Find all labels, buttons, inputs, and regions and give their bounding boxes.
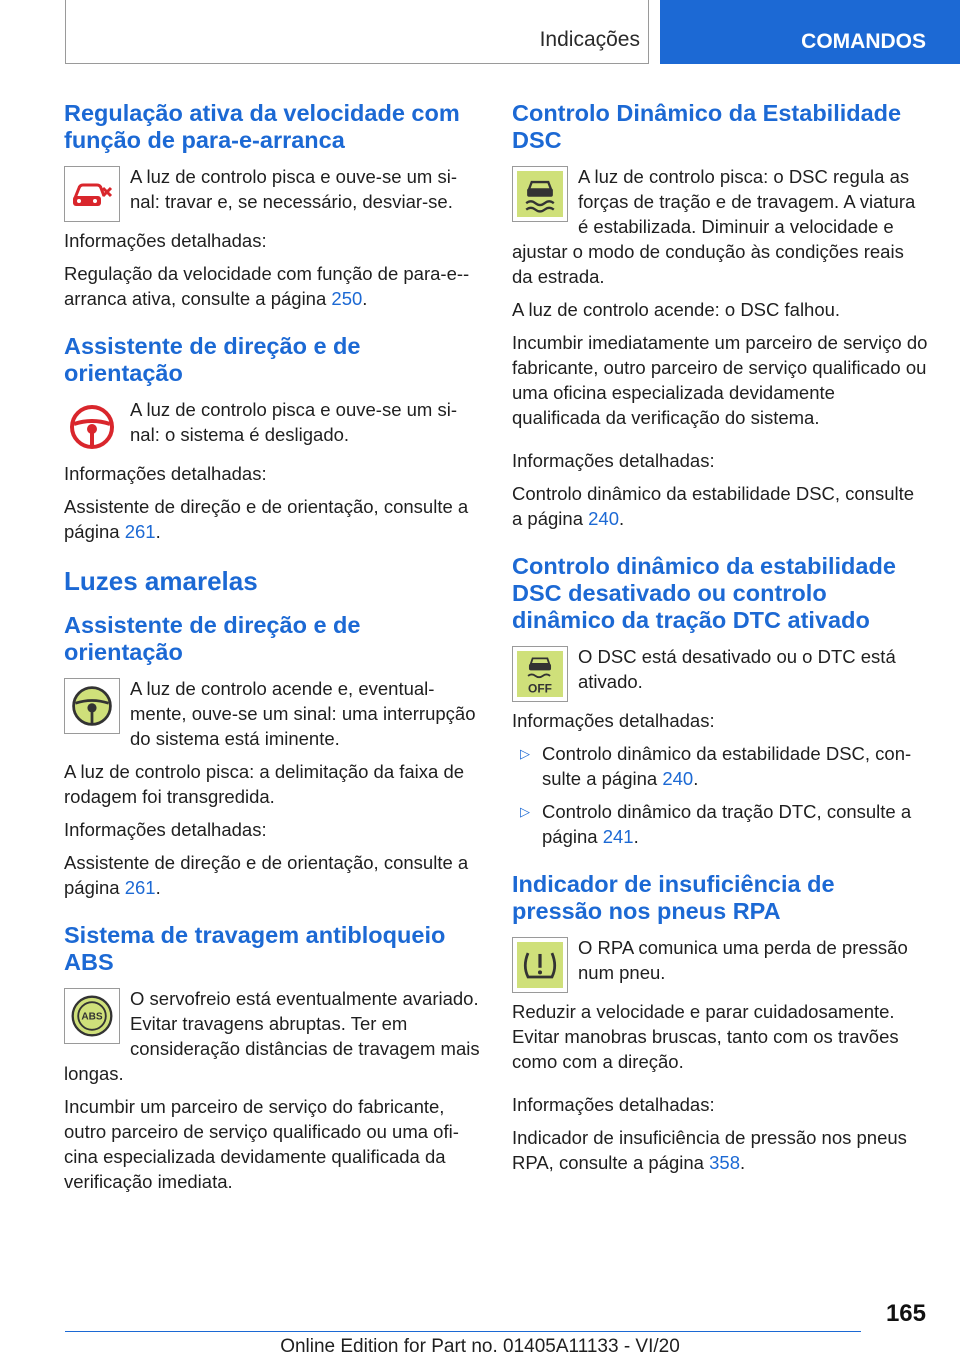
section-text: O servofreio está eventualmente avariado. Evitar travagens abruptas. Ter em consideração distâncias de travagem mais longas. [64, 988, 480, 1084]
steering-wheel-red-icon [64, 399, 120, 455]
section-title: Indicador de insuficiência de pressão nos pneus RPA [512, 871, 835, 924]
section-abs [64, 922, 480, 1194]
header-tab-label: COMANDOS [801, 30, 926, 53]
info-label: Informações detalhadas: [512, 1094, 715, 1115]
page-link[interactable]: 250 [331, 288, 363, 309]
info-label: Informações detalhadas: [512, 450, 715, 471]
list-item: ▷ Controlo dinâmico da tração DTC, consulte a página 241. [520, 801, 912, 847]
section-steering-red [64, 333, 480, 544]
section-rpa [512, 871, 928, 1175]
section-title: Sistema de travagem antibloqueio ABS [64, 922, 446, 975]
footer-edition: Online Edition for Part no. 01405A11133 - VI/20 [280, 1336, 680, 1357]
info-label: Informações detalhadas: [64, 819, 267, 840]
page-link[interactable]: 241 [602, 826, 634, 847]
steering-wheel-yellow-icon [64, 678, 120, 734]
section-text: A luz de controlo pisca e ouve-se um sinal: o sistema é desligado. [130, 399, 458, 445]
header-tab-comandos[interactable] [660, 0, 960, 64]
abs-icon [64, 988, 120, 1044]
abs-icon-label: ABS [81, 1011, 103, 1023]
reference-text: Indicador de insuficiência de pressão nos pneus RPA, consulte a página 358. [512, 1127, 907, 1173]
section-stop-and-go [64, 100, 480, 311]
section-text: O DSC está desativado ou o DTC está ativado. [578, 646, 896, 692]
info-label: Informações detalhadas: [64, 230, 267, 251]
left-column [64, 100, 480, 1216]
section-dsc [512, 100, 928, 531]
footer-divider [65, 1331, 861, 1332]
page-number: 165 [885, 1300, 926, 1327]
reference-text: Controlo dinâmico da estabilidade DSC, consulte a página 240. [512, 483, 915, 529]
bullet-triangle-icon: ▷ [520, 746, 530, 761]
page-link[interactable]: 261 [124, 521, 156, 542]
tire-pressure-icon [512, 937, 568, 993]
section-title: Controlo Dinâmico da Estabilidade DSC [512, 100, 902, 153]
page-link[interactable]: 240 [588, 508, 619, 529]
section-text-2: Reduzir a velocidade e parar cuidadosamente. Evitar manobras bruscas, tanto com os travões como com a direção. [512, 1001, 899, 1072]
section-text: A luz de controlo acende e, eventualmente, ouve-se um sinal: uma interrupção do sistema está iminente. [130, 678, 476, 749]
info-label: Informações detalhadas: [64, 463, 267, 484]
reference-text: Assistente de direção e de orientação, consulte a página 261. [64, 496, 469, 542]
dsc-icon [512, 166, 568, 222]
header-section-title: Indicações [539, 28, 640, 51]
section-text: A luz de controlo pisca: o DSC regula as forças de tração e de travagem. A viatura é estabilizada. Diminuir a velocidade e ajustar o modo de condução às condições reais da estrada. [512, 166, 916, 287]
page-link[interactable]: 358 [709, 1152, 740, 1173]
reference-text: Assistente de direção e de orientação, consulte a página 261. [64, 852, 469, 898]
page-link[interactable]: 261 [124, 877, 156, 898]
heading-yellow-lights: Luzes amarelas [64, 566, 258, 596]
dsc-off-icon-label: OFF [528, 681, 552, 696]
bullet-triangle-icon: ▷ [520, 804, 530, 819]
section-text-3: Incumbir imediatamente um parceiro de serviço do fabricante, outro parceiro de serviço qualificado ou uma oficina especializada devidamente qualificada da verificação do sistema. [512, 332, 928, 428]
section-text-2: Incumbir um parceiro de serviço do fabricante, outro parceiro de serviço qualificado ou uma oficina especializada devidamente qualificada da verificação imediata. [64, 1096, 459, 1192]
section-steering-yellow [64, 612, 480, 900]
info-label: Informações detalhadas: [512, 710, 715, 731]
dsc-off-icon [512, 646, 568, 702]
list-item: ▷ Controlo dinâmico da estabilidade DSC, consulte a página 240. [520, 743, 912, 789]
stop-and-go-icon [64, 166, 120, 222]
right-column [512, 100, 928, 1197]
section-title: Controlo dinâmico da estabilidade DSC desativado ou controlo dinâmico da tração DTC ativado [512, 553, 896, 633]
reference-text: Regulação da velocidade com função de para-e--arranca ativa, consulte a página 250. [64, 263, 470, 309]
section-dsc-off [512, 553, 928, 849]
section-text: O RPA comunica uma perda de pressão num pneu. [578, 937, 908, 983]
page-link[interactable]: 240 [662, 768, 694, 789]
section-text-2: A luz de controlo acende: o DSC falhou. [512, 299, 841, 320]
reference-list [512, 741, 928, 849]
section-title: Assistente de direção e de orientação [64, 612, 361, 665]
section-title: Regulação ativa da velocidade com função de para-e-arranca [64, 100, 460, 153]
section-text-2: A luz de controlo pisca: a delimitação da faixa de rodagem foi transgredida. [64, 761, 465, 807]
section-text: A luz de controlo pisca e ouve-se um sinal: travar e, se necessário, desviar-se. [130, 166, 458, 212]
section-title: Assistente de direção e de orientação [64, 333, 361, 386]
